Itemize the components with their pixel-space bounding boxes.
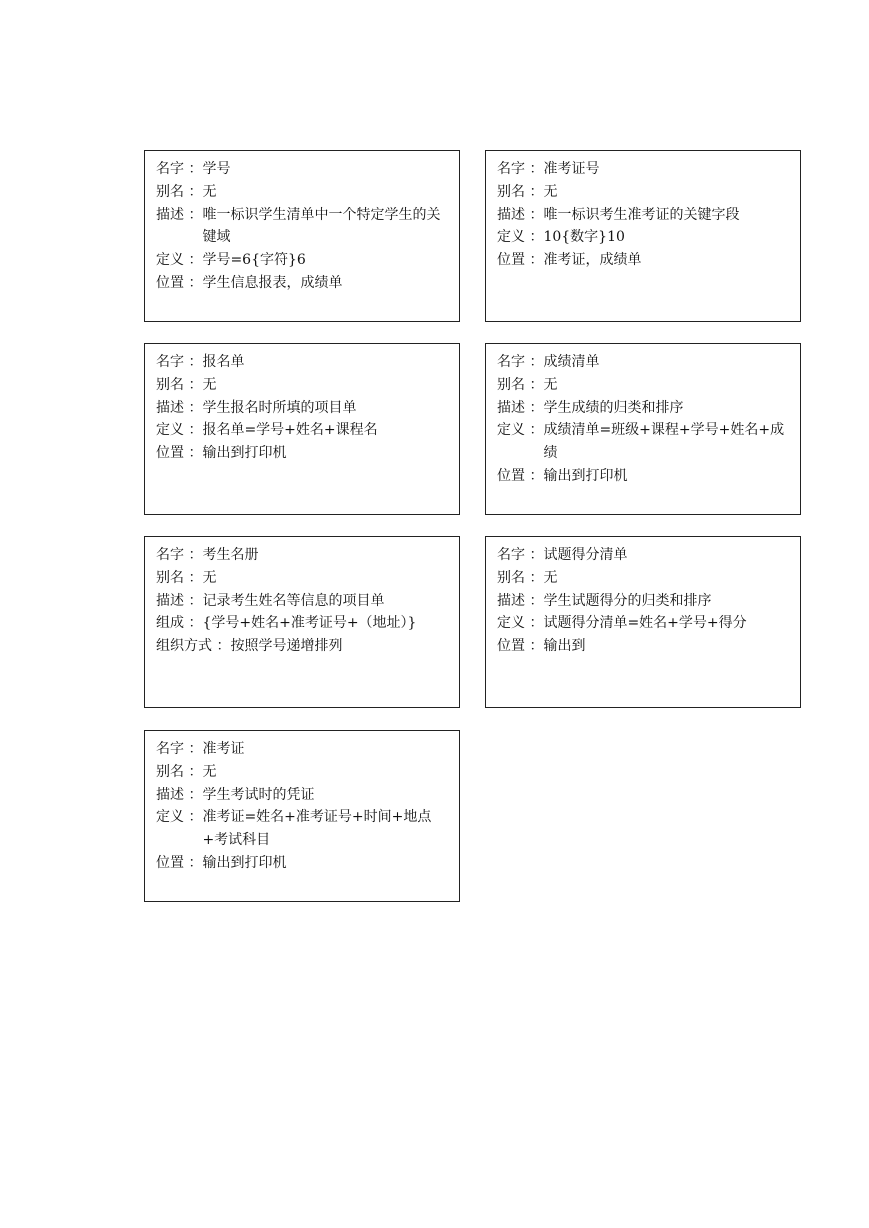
field-value: 无	[202, 569, 217, 586]
field-separator: ：	[525, 183, 544, 200]
field-label: 组成	[156, 615, 184, 632]
field-separator: ：	[525, 467, 544, 484]
field-separator: ：	[525, 206, 544, 223]
field-separator: ：	[184, 547, 203, 563]
field-separator: ：	[184, 809, 203, 826]
field-value: 成绩清单	[543, 354, 600, 370]
entry-row	[156, 204, 451, 250]
field-value: 试题得分清单=姓名+学号+得分	[543, 615, 747, 632]
field-label: 别名	[497, 183, 525, 200]
field-label: 定义	[156, 252, 184, 269]
field-value: 准考证号	[543, 161, 600, 177]
entry-row	[156, 590, 451, 613]
field-value: 报名单=学号+姓名+课程名	[202, 422, 378, 439]
field-label: 描述	[156, 786, 184, 803]
field-separator: ：	[184, 399, 203, 416]
field-label: 名字	[497, 547, 525, 563]
entry-row	[156, 852, 451, 875]
entry-row	[156, 544, 451, 567]
field-value: 10{数字}10	[543, 229, 625, 246]
field-value: 无	[543, 569, 558, 586]
entry-row	[156, 181, 451, 204]
field-label: 位置	[156, 445, 184, 462]
entry-row	[497, 590, 792, 613]
entry-row	[156, 738, 451, 761]
field-separator: ：	[525, 399, 544, 416]
field-value: 输出到	[543, 638, 586, 655]
entry-row	[156, 761, 451, 784]
field-separator: ：	[184, 354, 203, 370]
field-value: 准考证，成绩单	[543, 252, 642, 269]
field-value: 学号	[202, 161, 231, 177]
field-separator: ：	[184, 206, 203, 223]
field-label: 别名	[156, 569, 184, 586]
field-value: 唯一标识考生准考证的关键字段	[543, 206, 740, 223]
field-label: 位置	[497, 467, 525, 484]
dictionary-entry-card	[144, 150, 460, 322]
field-value: 无	[202, 376, 217, 393]
field-value: 无	[543, 376, 558, 393]
field-value: 输出到打印机	[202, 445, 287, 462]
field-separator: ：	[525, 422, 544, 439]
entry-row	[497, 374, 792, 397]
entry-row	[156, 351, 451, 374]
field-separator: ：	[184, 569, 203, 586]
field-separator: ：	[525, 638, 544, 655]
field-label: 名字	[156, 354, 184, 370]
field-separator: ：	[184, 741, 203, 757]
field-value: 无	[543, 183, 558, 200]
field-label: 别名	[497, 569, 525, 586]
field-value: 考生名册	[202, 547, 259, 563]
field-label: 别名	[497, 376, 525, 393]
field-value: 学号=6{字符}6	[202, 252, 306, 269]
field-value: 输出到打印机	[202, 854, 287, 871]
field-separator: ：	[184, 854, 203, 871]
field-value: 学生成绩的归类和排序	[543, 399, 684, 416]
entry-row	[497, 204, 792, 227]
field-label: 别名	[156, 763, 184, 780]
entry-row	[156, 158, 451, 181]
field-label: 名字	[156, 741, 184, 757]
entry-row	[497, 567, 792, 590]
field-separator: ：	[525, 354, 544, 370]
dictionary-entry-card	[485, 343, 801, 515]
entry-row	[497, 612, 792, 635]
field-label: 位置	[497, 638, 525, 655]
field-separator: ：	[184, 183, 203, 200]
field-label: 名字	[497, 161, 525, 177]
entry-row	[156, 806, 451, 852]
field-value: 按照学号递增排列	[230, 638, 343, 655]
field-label: 描述	[497, 592, 525, 609]
entry-row	[497, 465, 792, 488]
field-label: 描述	[156, 206, 184, 223]
field-label: 描述	[156, 592, 184, 609]
field-label: 名字	[156, 547, 184, 563]
field-value: 输出到打印机	[543, 467, 628, 484]
entry-row	[156, 397, 451, 420]
field-value: 无	[202, 183, 217, 200]
field-value: 试题得分清单	[543, 547, 628, 563]
field-label: 定义	[156, 422, 184, 439]
field-value: 准考证=姓名+准考证号+时间+地点+考试科目	[202, 809, 432, 849]
field-label: 位置	[156, 854, 184, 871]
field-label: 名字	[497, 354, 525, 370]
field-label: 位置	[497, 252, 525, 269]
field-value: 唯一标识学生清单中一个特定学生的关键域	[202, 206, 441, 246]
field-value: 学生考试时的凭证	[202, 786, 315, 803]
entry-row	[497, 351, 792, 374]
field-separator: ：	[525, 615, 544, 632]
entry-row	[497, 181, 792, 204]
field-separator: ：	[525, 569, 544, 586]
field-separator: ：	[184, 376, 203, 393]
entry-row	[497, 249, 792, 272]
entry-row	[156, 419, 451, 442]
field-label: 定义	[497, 615, 525, 632]
field-value: 准考证	[202, 741, 245, 757]
field-label: 描述	[156, 399, 184, 416]
entry-row	[497, 397, 792, 420]
dictionary-entry-card	[144, 343, 460, 515]
field-separator: ：	[184, 252, 203, 269]
field-separator: ：	[184, 445, 203, 462]
field-separator: ：	[525, 592, 544, 609]
field-separator: ：	[525, 252, 544, 269]
field-value: 无	[202, 763, 217, 780]
field-separator: ：	[525, 229, 544, 246]
dictionary-entry-card	[485, 536, 801, 708]
field-value: 学生信息报表，成绩单	[202, 274, 343, 291]
field-separator: ：	[184, 615, 203, 632]
entry-row	[156, 272, 451, 295]
field-separator: ：	[184, 422, 203, 439]
entry-row	[156, 249, 451, 272]
field-separator: ：	[184, 592, 203, 609]
field-label: 组织方式	[156, 638, 212, 655]
field-value: 成绩清单=班级+课程+学号+姓名+成绩	[543, 422, 785, 462]
field-separator: ：	[184, 161, 203, 177]
dictionary-entry-card	[485, 150, 801, 322]
field-separator: ：	[184, 274, 203, 291]
field-separator: ：	[184, 763, 203, 780]
field-value: 记录考生姓名等信息的项目单	[202, 592, 385, 609]
field-label: 定义	[497, 422, 525, 439]
field-label: 别名	[156, 376, 184, 393]
field-label: 别名	[156, 183, 184, 200]
field-separator: ：	[525, 376, 544, 393]
entry-row	[156, 635, 451, 658]
entry-row	[156, 374, 451, 397]
entry-row	[497, 419, 792, 465]
entry-row	[156, 442, 451, 465]
field-separator: ：	[525, 547, 544, 563]
entry-row	[156, 567, 451, 590]
entry-row	[156, 612, 451, 635]
dictionary-entry-card	[144, 730, 460, 902]
field-value: 报名单	[202, 354, 245, 370]
entry-row	[497, 635, 792, 658]
field-separator: ：	[184, 786, 203, 803]
entry-row	[156, 784, 451, 807]
field-label: 描述	[497, 206, 525, 223]
entry-row	[497, 158, 792, 181]
field-value: {学号+姓名+准考证号+（地址）}	[202, 615, 417, 632]
field-value: 学生报名时所填的项目单	[202, 399, 357, 416]
field-label: 定义	[497, 229, 525, 246]
field-separator: ：	[525, 161, 544, 177]
field-label: 定义	[156, 809, 184, 826]
dictionary-entry-card	[144, 536, 460, 708]
entry-row	[497, 544, 792, 567]
entry-row	[497, 226, 792, 249]
field-label: 位置	[156, 274, 184, 291]
field-label: 名字	[156, 161, 184, 177]
field-value: 学生试题得分的归类和排序	[543, 592, 712, 609]
field-separator: ：	[212, 638, 231, 655]
field-label: 描述	[497, 399, 525, 416]
